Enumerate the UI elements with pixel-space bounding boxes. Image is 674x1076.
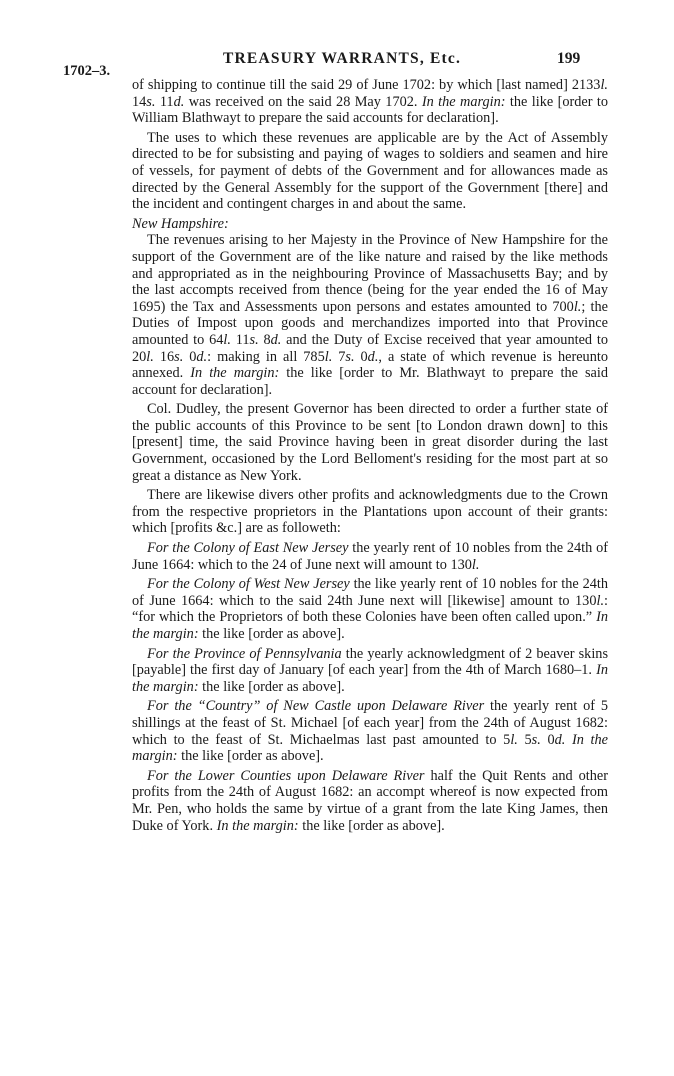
text-segment: l. <box>573 298 582 315</box>
text-segment: d. <box>270 331 282 348</box>
body-text <box>132 77 608 837</box>
paragraph-lower-counties <box>132 768 608 834</box>
text-segment: 5 <box>517 731 532 748</box>
text-segment: l. <box>600 77 608 93</box>
text-segment: and the Duty of Excise received that year amounted to 20 <box>132 331 608 365</box>
text-segment: s. <box>531 731 541 748</box>
text-segment: l. <box>471 556 480 573</box>
text-segment: The revenues arising to her Majesty in the Province of New Hampshire for the support of the Government are of the like nature and raised by the like methods and appropriated as in the neighbouring Province of Massachusetts Bay; and by the last accompts received from thence (being for the year ended the 16 of May 1695) the Tax and Assessments upon persons and estates amounted to 700 <box>132 232 608 315</box>
text-segment: s. <box>249 331 259 348</box>
text-segment: For the “Country” of New Castle upon Delaware River <box>147 698 485 715</box>
text-segment: , a state of which revenue is hereunto annexed. <box>132 348 608 382</box>
text-segment: l. <box>596 592 605 609</box>
text-segment: the like [order to William Blathwayt to prepare the said accounts for declaration]. <box>132 93 609 127</box>
paragraph-new-castle <box>132 698 608 764</box>
text-segment: d. <box>196 348 208 365</box>
paragraph-4 <box>132 401 608 484</box>
text-segment: 7 <box>332 348 346 365</box>
text-segment: the yearly rent of 10 nobles from the 24th of June 1664: which to the 24 of June next will amount to 130 <box>132 540 609 573</box>
text-segment: s. <box>146 93 156 110</box>
text-segment: New Hampshire: <box>132 215 229 232</box>
text-segment: the like [order as above]. <box>298 817 445 834</box>
paragraph-east-new-jersey <box>132 540 608 573</box>
text-segment: In the margin: <box>132 609 608 642</box>
text-segment: In the margin: <box>132 731 608 765</box>
text-segment: : making in all 785 <box>207 348 325 365</box>
text-segment: ; the Duties of Impost upon goods and merchandizes imported into that Province amounted to 64 <box>132 298 608 348</box>
year-label: 1702–3. <box>63 63 111 79</box>
running-title: TREASURY WARRANTS, Etc. <box>222 50 462 67</box>
text-segment: 14 <box>132 93 147 110</box>
paragraph-3 <box>132 232 608 398</box>
text-segment: the like [order to Mr. Blathwayt to prepare the said account for declaration]. <box>132 365 609 398</box>
text-segment: In the margin: <box>132 662 608 695</box>
text-segment: the like [order as above]. <box>198 626 345 642</box>
text-segment: In the margin: <box>421 93 506 110</box>
text-segment: For the Province of Pennsylvania <box>147 645 342 662</box>
text-segment: The uses to which these revenues are applicable are by the Act of Assembly directed to be for subsisting and paying of wages to soldiers and seamen and hire of vessels, for payment of debts of the Government and for allowances made as directed by the General Assembly for the support of the Government [there] and the incident and contingent charges in and about the same. <box>132 129 608 213</box>
section-heading-new-hampshire <box>132 216 608 233</box>
text-segment: half the Quit Rents and other profits from the 24th of August 1682: an accompt whereof is now expected from Mr. Pen, who holds the same by virtue of a grant from the late King James, then Duke of York. <box>132 767 608 834</box>
paragraph-5 <box>132 487 608 537</box>
paragraph-pennsylvania <box>132 646 608 696</box>
text-segment: In the margin: <box>216 817 299 834</box>
text-segment: the like [order as above]. <box>198 678 345 695</box>
text-segment: 16 <box>153 348 175 365</box>
paragraph-1 <box>132 77 608 127</box>
text-segment: d. <box>554 731 566 748</box>
text-segment: For the Colony of East New Jersey <box>147 540 349 557</box>
text-segment <box>565 732 572 748</box>
text-segment: Col. Dudley, the present Governor has been directed to order a further state of the public accounts of this Province to be sent [to London drawn down] to this [present] time, the said Province having been in great disorder during the last Government, occasioned by the Lord Belloment's residing for the most part at so great a distance as New York. <box>132 401 608 484</box>
text-segment: 11 <box>230 331 250 348</box>
text-segment: d. <box>367 348 379 365</box>
text-segment: There are likewise divers other profits and acknowledgments due to the Crown from the respective proprietors in the Plantations upon account of their grants: which [profits &c.] are as followeth: <box>132 487 608 537</box>
text-segment: : “for which the Proprietors of both these Colonies have been often called upon.” <box>132 592 608 626</box>
text-segment: the like [order as above]. <box>177 748 324 765</box>
text-segment: of shipping to continue till the said 29 of June 1702: by which [last named] 2133 <box>132 77 601 93</box>
text-segment: For the Lower Counties upon Delaware River <box>147 767 425 784</box>
text-segment: l. <box>146 348 154 365</box>
text-segment: l. <box>510 731 518 748</box>
text-segment: l. <box>324 348 333 365</box>
text-segment: 0 <box>540 731 555 748</box>
paragraph-2 <box>132 130 608 213</box>
text-segment: For the Colony of West New Jersey <box>147 576 350 593</box>
text-segment: the yearly acknowledgment of 2 beaver skins [payable] the first day of January [of each year] from the 4th of March 1680–1. <box>132 645 609 679</box>
text-segment: 0 <box>354 348 368 365</box>
text-segment: s. <box>174 348 184 365</box>
text-segment: the like yearly rent of 10 nobles for the 24th of June 1664: which to the said 24th June next will [likewise] amount to 130 <box>132 576 608 609</box>
paragraph-west-new-jersey <box>132 576 608 642</box>
text-segment: was received on the said 28 May 1702. <box>184 93 422 110</box>
text-segment: 0 <box>183 348 197 365</box>
text-segment: In the margin: <box>190 365 280 382</box>
text-segment: 8 <box>258 331 271 348</box>
text-segment: d. <box>173 93 185 110</box>
text-segment: the yearly rent of 5 shillings at the feast of St. Michael [of each year] from the 24th of August 1682: which to the feast of St. Michaelmas last past amounted to 5 <box>132 698 608 748</box>
page-number: 199 <box>557 50 581 67</box>
text-segment: s. <box>345 348 355 365</box>
text-segment: 11 <box>155 93 174 110</box>
text-segment: l. <box>223 331 231 348</box>
